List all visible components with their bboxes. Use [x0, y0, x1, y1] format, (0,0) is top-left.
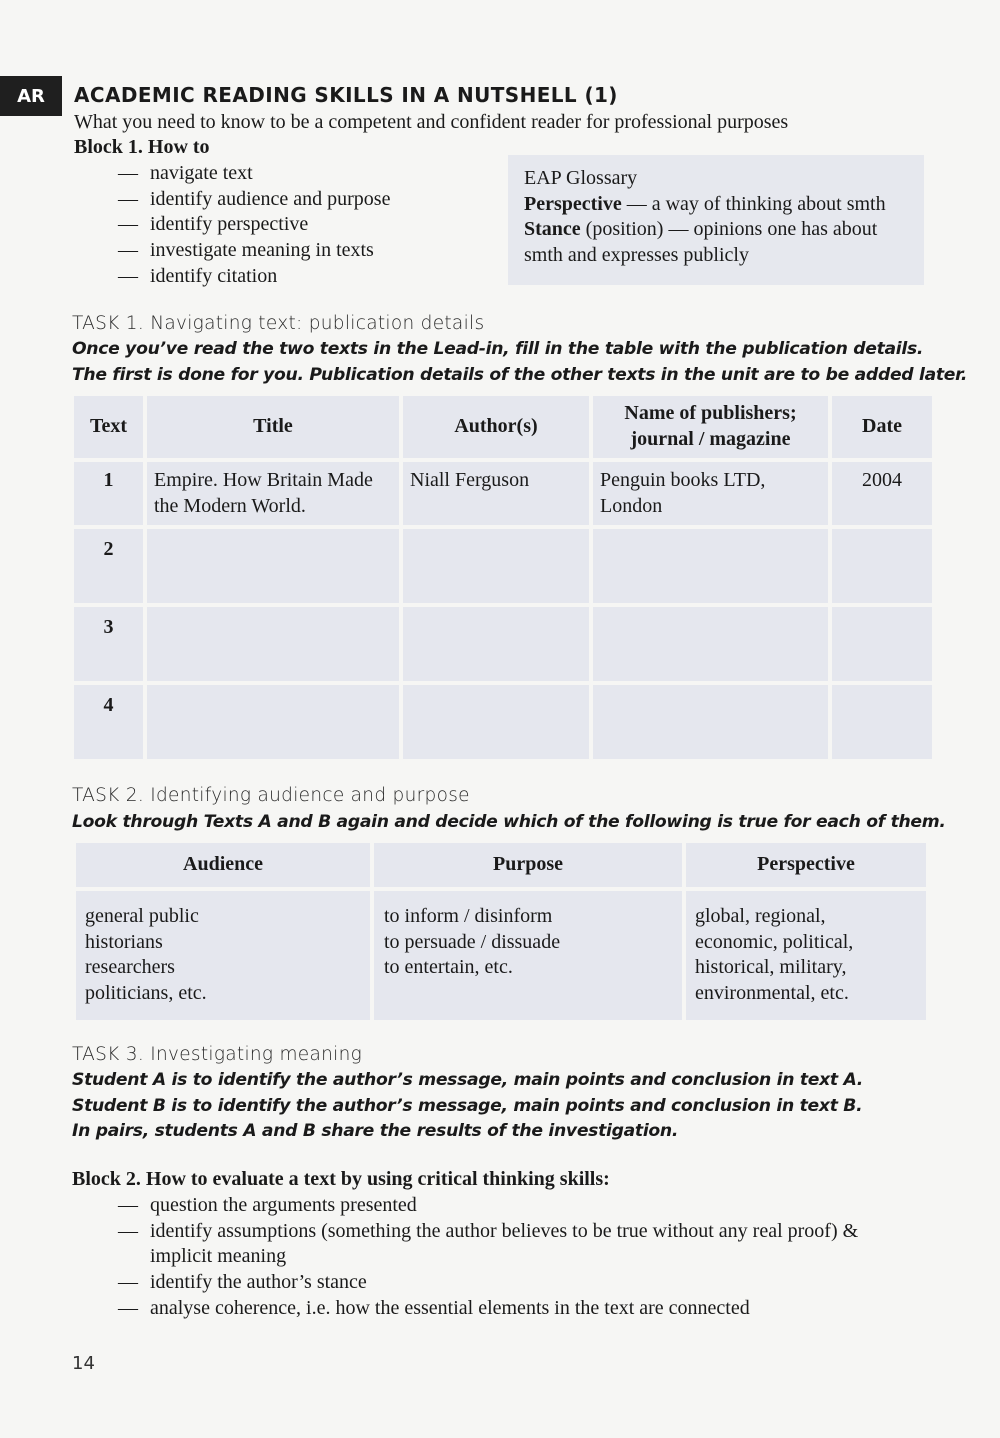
table-cell-author[interactable]: [403, 529, 589, 603]
table-row: 1 Empire. How Britain Made the Modern World. Niall Ferguson Penguin books LTD, London 2004: [74, 462, 932, 525]
list-item: — navigate text: [118, 162, 253, 184]
table-cell-publisher[interactable]: Penguin books LTD, London: [593, 462, 828, 525]
column-header: Author(s): [403, 396, 589, 458]
page-number: 14: [72, 1353, 95, 1374]
list-item: — identify assumptions (something the author believes to be true without any real proof) &: [118, 1219, 859, 1242]
list-item: — investigate meaning in texts: [118, 239, 374, 262]
task1-instruction: Once you’ve read the two texts in the Lead-in, fill in the table with the publication details. The first is done for you. Publication details of the other texts in the unit are to be added later.: [72, 339, 968, 385]
table-cell-date[interactable]: 2004: [832, 462, 932, 525]
column-header: Date: [832, 396, 932, 458]
block1-list: [118, 161, 390, 290]
table-cell-publisher[interactable]: [593, 685, 828, 759]
section-tab: AR: [0, 76, 62, 116]
table-row: 4: [74, 685, 932, 759]
list-item: — identify audience and purpose: [118, 187, 391, 210]
task3-heading: TASK 3. Investigating meaning: [72, 1044, 363, 1065]
list-item: — identify the author’s stance: [118, 1271, 367, 1294]
task2-heading: TASK 2. Identifying audience and purpose: [72, 785, 470, 806]
table-row: 2: [74, 529, 932, 603]
column-header: Name of publishers; journal / magazine: [593, 396, 828, 458]
list-item-continuation: implicit meaning: [150, 1245, 287, 1268]
table-cell-date[interactable]: [832, 685, 932, 759]
publication-details-table: [70, 392, 936, 763]
list-item: — identify perspective: [118, 213, 309, 236]
table-cell-date[interactable]: [832, 607, 932, 681]
table-cell-author[interactable]: [403, 685, 589, 759]
glossary-title: EAP Glossary: [524, 167, 638, 189]
table-cell-title[interactable]: [147, 607, 399, 681]
table-cell-author[interactable]: [403, 607, 589, 681]
audience-cell: general public historians researchers politicians, etc.: [76, 891, 370, 1020]
table-cell-title[interactable]: Empire. How Britain Made the Modern World.: [147, 462, 399, 525]
list-item: — analyse coherence, i.e. how the essential elements in the text are connected: [118, 1296, 750, 1319]
table-cell-publisher[interactable]: [593, 529, 828, 603]
page-title: ACADEMIC READING SKILLS IN A NUTSHELL (1): [74, 83, 618, 107]
glossary-entry-stance-cont: smth and expresses publicly: [524, 244, 749, 267]
purpose-cell: to inform / disinform to persuade / dissuade to entertain, etc.: [374, 891, 682, 1020]
list-item: — question the arguments presented: [118, 1194, 417, 1216]
table-row: 3: [74, 607, 932, 681]
glossary-entry-perspective: Perspective — a way of thinking about smth: [524, 192, 886, 215]
column-header: Title: [147, 396, 399, 458]
column-header: Audience: [76, 843, 370, 887]
column-header: Purpose: [374, 843, 682, 887]
task1-heading: TASK 1. Navigating text: publication details: [72, 313, 485, 334]
task3-instruction: Student A is to identify the author’s message, main points and conclusion in text A. Student B is to identify the author’s message, main points and conclusion in text B. In pairs, students A and B share the results of the investigation.: [72, 1070, 864, 1142]
block1-heading: Block 1. How to: [74, 136, 210, 158]
table-cell-author[interactable]: Niall Ferguson: [403, 462, 589, 525]
audience-purpose-table: [72, 839, 930, 1024]
block2-list: [118, 1193, 858, 1322]
block2-heading: Block 2. How to evaluate a text by using critical thinking skills:: [72, 1168, 610, 1190]
perspective-cell: global, regional, economic, political, historical, military, environmental, etc.: [686, 891, 926, 1020]
list-item: — identify citation: [118, 264, 278, 287]
eap-glossary-box: [508, 155, 924, 285]
glossary-entry-stance: Stance (position) — opinions one has about: [524, 218, 878, 241]
table-cell-title[interactable]: [147, 529, 399, 603]
table-cell-title[interactable]: [147, 685, 399, 759]
table-cell-publisher[interactable]: [593, 607, 828, 681]
column-header: Text: [74, 396, 143, 458]
task2-instruction: Look through Texts A and B again and decide which of the following is true for each of them.: [72, 812, 946, 832]
table-cell-date[interactable]: [832, 529, 932, 603]
page-subtitle: What you need to know to be a competent and confident reader for professional purposes: [74, 111, 789, 133]
column-header: Perspective: [686, 843, 926, 887]
